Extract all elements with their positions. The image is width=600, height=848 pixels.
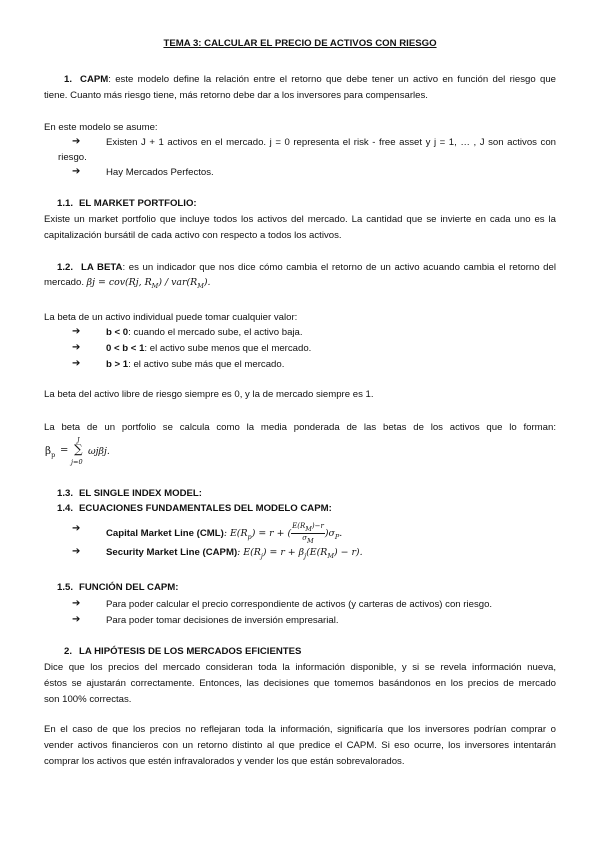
sum-symbol: ∑ [74, 442, 83, 456]
section-2-p2-line-1: En el caso de que los precios no reflejaran toda la información, significaría que los inversores podrían comprar o [44, 724, 556, 735]
assumption-2: Hay Mercados Perfectos. [106, 167, 214, 178]
portfolio-beta-text: La beta de un portfolio se calcula como la media ponderada de las betas de los activos que lo forman: [44, 422, 556, 433]
section-2-number: 2. [64, 646, 73, 657]
arrow-right-icon: ➔ [72, 358, 81, 369]
arrow-right-icon: ➔ [72, 136, 81, 147]
arrow-right-icon: ➔ [72, 614, 81, 625]
section-1-paragraph-line-2: tiene. Cuanto más riesgo tiene, más retorno debe dar a los inversores para compensarles. [44, 90, 428, 101]
arrow-right-icon: ➔ [72, 598, 81, 609]
cml-equation: Capital Market Line (CML): $E(R_p) = r$ + ( $\frac{E(RM)-r}{\sigma M}$ )$\sigma_P$. [106, 522, 343, 545]
capm-function-item-2: Para poder tomar decisiones de inversión empresarial. [106, 615, 339, 626]
sum-lower-limit: j=0 [71, 458, 83, 466]
arrow-right-icon: ➔ [72, 546, 81, 557]
section-1-3-heading: EL SINGLE INDEX MODEL: [79, 488, 202, 499]
equals-sign: = [60, 445, 69, 456]
beta-formula: βj = cov(Rj, $R_M) / var(R_M)$. [86, 277, 211, 290]
section-1-number: 1. [64, 74, 73, 85]
section-1-5-number: 1.5. [57, 582, 74, 593]
section-2-heading: LA HIPÓTESIS DE LOS MERCADOS EFICIENTES [79, 646, 302, 657]
section-1-paragraph-line-1 [44, 74, 556, 86]
arrow-right-icon: ➔ [72, 166, 81, 177]
section-1-2-text: : es un indicador que nos dice cómo cambia el retorno de un activo acuando cambia el retorno del [122, 262, 556, 273]
sml-equation: Security Market Line (CAPM): $E(R_j) = r + \beta_j(E(R_M) - r)$. [106, 547, 363, 560]
section-1-2-number: 1.2. [57, 262, 74, 273]
section-1-2-line-2 [44, 277, 210, 292]
cml-fraction: $\frac{E(RM)-r}{\sigma M}$ [292, 522, 324, 545]
assumption-1-line-1: Existen J + 1 activos en el mercado. j = 0 representa el risk - free asset y j = 1, … , J son activos con [106, 137, 556, 148]
beta-item-negative: b < 0: cuando el mercado sube, el activo baja. [106, 327, 303, 338]
arrow-right-icon: ➔ [72, 523, 81, 534]
riskfree-beta-note: La beta del activo libre de riesgo siempre es 0, y la de mercado siempre es 1. [44, 389, 374, 400]
page-title: TEMA 3: CALCULAR EL PRECIO DE ACTIVOS CON RIESGO [163, 38, 437, 49]
section-2-p1-line-3: son 100% correctas. [44, 694, 132, 705]
section-1-5-heading: FUNCIÓN DEL CAPM: [79, 582, 179, 593]
section-2-p1-line-1: Dice que los precios del mercado consideran toda la información disponible, y si se revela información nueva, [44, 662, 556, 673]
section-2-p2-line-2: vender activos financieros con un retorno distinto al que predice el CAPM. Si eso ocurre, los inversores intentarán [44, 740, 556, 751]
sum-upper-limit: J [77, 436, 80, 444]
section-2-p2-line-3: comprar los activos que estén infravalorados y vender los que están sobrevalorados. [44, 756, 405, 767]
beta-values-intro: La beta de un activo individual puede tomar cualquier valor: [44, 312, 298, 323]
section-1-text: : este modelo define la relación entre el retorno que debe tener un activo en función del riesgo que [108, 74, 556, 85]
section-1-2-heading: LA BETA [81, 262, 123, 273]
section-1-heading: CAPM [80, 74, 109, 85]
section-1-1-heading: EL MARKET PORTFOLIO: [79, 198, 197, 209]
beta-item-greater: b > 1: el activo sube más que el mercado. [106, 359, 285, 370]
section-1-1-number: 1.1. [57, 198, 74, 209]
section-1-4-heading: ECUACIONES FUNDAMENTALES DEL MODELO CAPM: [79, 503, 332, 514]
beta-item-between: 0 < b < 1: el activo sube menos que el mercado. [106, 343, 312, 354]
arrow-right-icon: ➔ [72, 342, 81, 353]
section-1-1-line-2: capitalización bursátil de cada activo con respecto a todos los activos. [44, 230, 342, 241]
section-1-4-number: 1.4. [57, 503, 74, 514]
capm-function-item-1: Para poder calcular el precio correspondiente de activos (y carteras de activos) con riesgo. [106, 599, 493, 610]
section-1-1-line-1: Existe un market portfolio que incluye todos los activos del mercado. La cantidad que se invierte en cada uno es la [44, 214, 556, 225]
section-1-2-lead: mercado. [44, 277, 84, 288]
assumptions-intro: En este modelo se asume: [44, 122, 158, 133]
section-1-2-line-1 [44, 262, 556, 274]
portfolio-beta-lhs: $\beta_p$ [45, 445, 56, 459]
arrow-right-icon: ➔ [72, 326, 81, 337]
section-2-p1-line-2: éstos se ajustarán correctamente. Entonces, las decisiones que tomemos basándonos en los precios de mercado [44, 678, 556, 689]
assumption-1-line-2: riesgo. [58, 152, 87, 163]
portfolio-beta-rhs: ωjβj. [88, 446, 110, 457]
section-1-3-number: 1.3. [57, 488, 74, 499]
